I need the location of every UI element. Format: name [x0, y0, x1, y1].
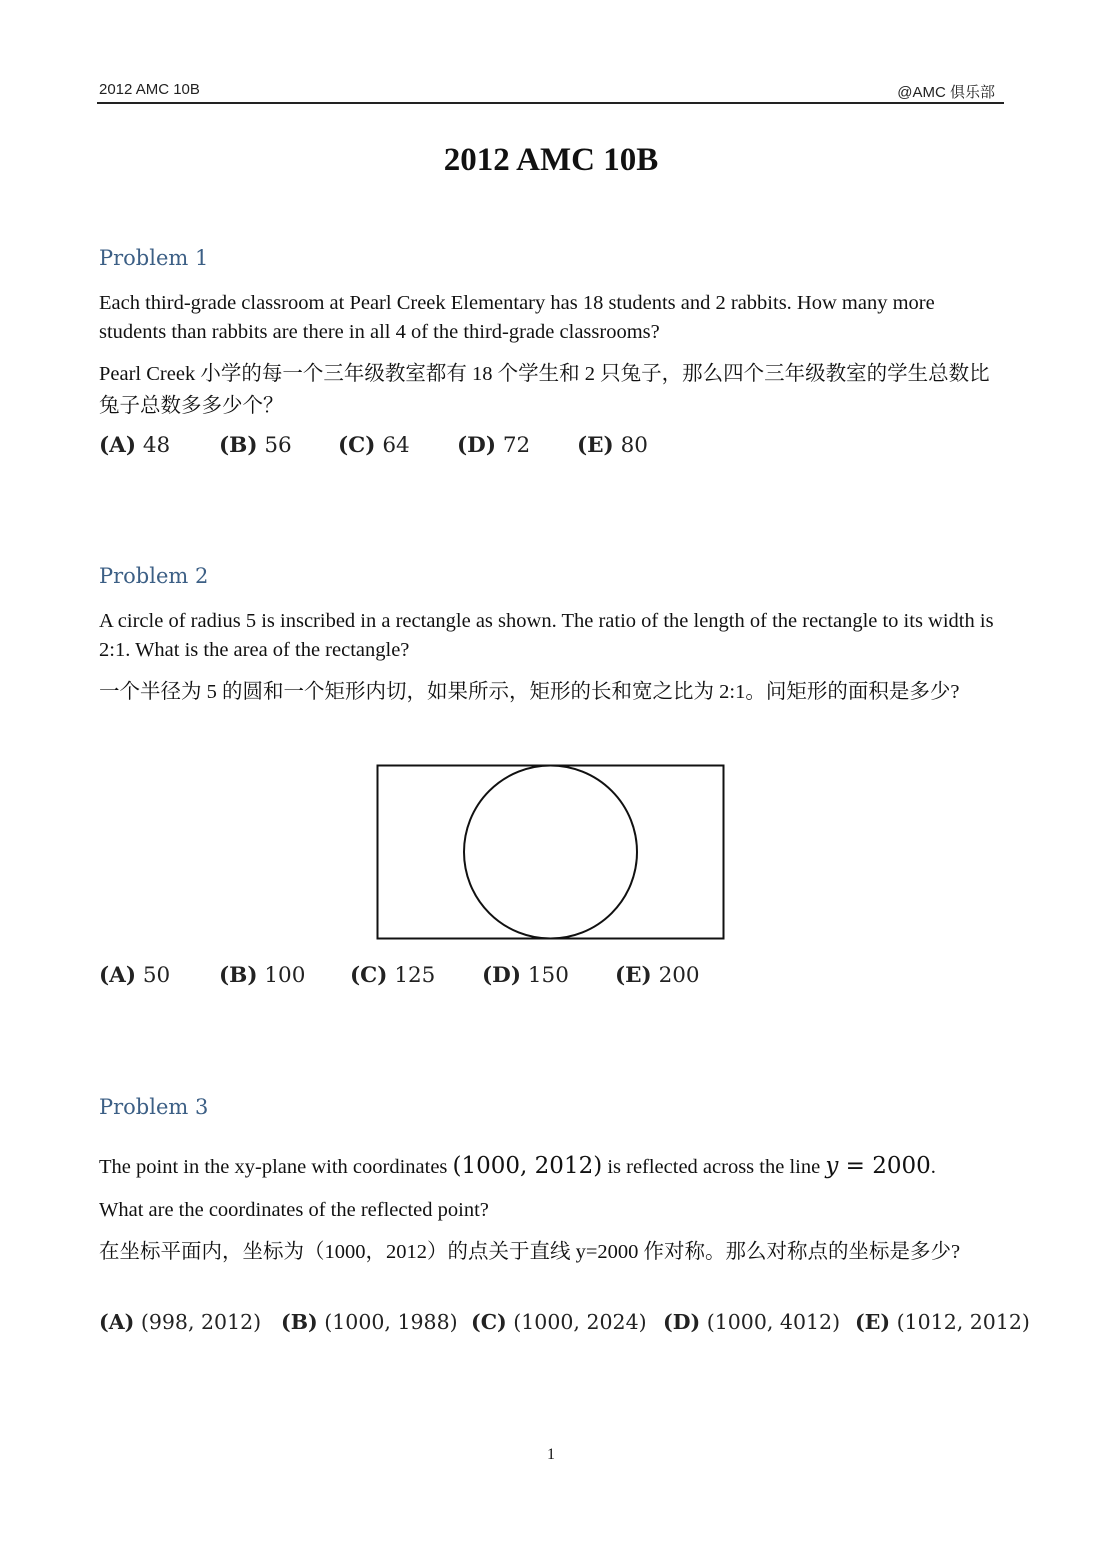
header-left-text: 2012 AMC 10B	[99, 81, 200, 98]
choice-b: (B) (1000, 1988)	[281, 1310, 458, 1334]
choice-d: (D) 72	[457, 433, 531, 458]
problem-1-text-cn: Pearl Creek 小学的每一个三年级教室都有 18 个学生和 2 只兔子，那么四个三年级教室的学生总数比兔子总数多多少个？	[99, 363, 990, 417]
header-right-text: @AMC 俱乐部	[897, 84, 995, 101]
choice-e: (E) 200	[615, 963, 700, 988]
problem-2-text-en: A circle of radius 5 is inscribed in a rectangle as shown. The ratio of the length of the rectangle to its width is 2:1. What is the area of the rectangle?	[99, 610, 994, 661]
inscribed-circle-figure	[376, 764, 726, 942]
choice-e: (E) 80	[577, 433, 648, 458]
problem-1-text-en: Each third-grade classroom at Pearl Creek Elementary has 18 students and 2 rabbits. How many more students than rabbits are there in all 4 of the third-grade classrooms?	[99, 292, 935, 343]
page-header	[97, 80, 1004, 104]
problem-2-heading: Problem 2	[99, 564, 209, 588]
problem-1-heading: Problem 1	[99, 246, 209, 270]
problem-2-text-cn: 一个半径为 5 的圆和一个矩形内切，如果所示，矩形的长和宽之比为 2:1。问矩形的面积是多少?	[99, 681, 960, 703]
choice-a: (A) 48	[99, 433, 171, 458]
choice-a: (A) (998, 2012)	[99, 1310, 262, 1334]
choice-b: (B) 100	[219, 963, 306, 988]
math-line-variable: y	[825, 1153, 839, 1179]
choice-e: (E) (1012, 2012)	[855, 1310, 1030, 1334]
problem-3-text-en-line1: The point in the xy-plane with coordinates (1000, 2012) is reflected across the line y = 2000.	[99, 1153, 936, 1179]
choice-d: (D) (1000, 4012)	[663, 1310, 841, 1334]
problem-3-heading: Problem 3	[99, 1095, 209, 1119]
choice-c: (C) (1000, 2024)	[471, 1310, 647, 1334]
problem-3-text-en-line2: What are the coordinates of the reflected point?	[99, 1199, 489, 1221]
document-title: 2012 AMC 10B	[443, 142, 659, 178]
problem-3-text-cn: 在坐标平面内，坐标为（1000，2012）的点关于直线 y=2000 作对称。那么对称点的坐标是多少?	[99, 1241, 961, 1263]
page-number: 1	[547, 1446, 555, 1463]
choice-b: (B) 56	[219, 433, 292, 458]
choice-c: (C) 64	[338, 433, 410, 458]
choice-c: (C) 125	[350, 963, 436, 988]
circle-shape	[464, 766, 637, 939]
choice-a: (A) 50	[99, 963, 171, 988]
math-line-value: = 2000	[838, 1153, 931, 1179]
rectangle-shape	[378, 766, 724, 939]
choice-d: (D) 150	[482, 963, 569, 988]
math-coordinates: (1000, 2012)	[452, 1153, 603, 1179]
